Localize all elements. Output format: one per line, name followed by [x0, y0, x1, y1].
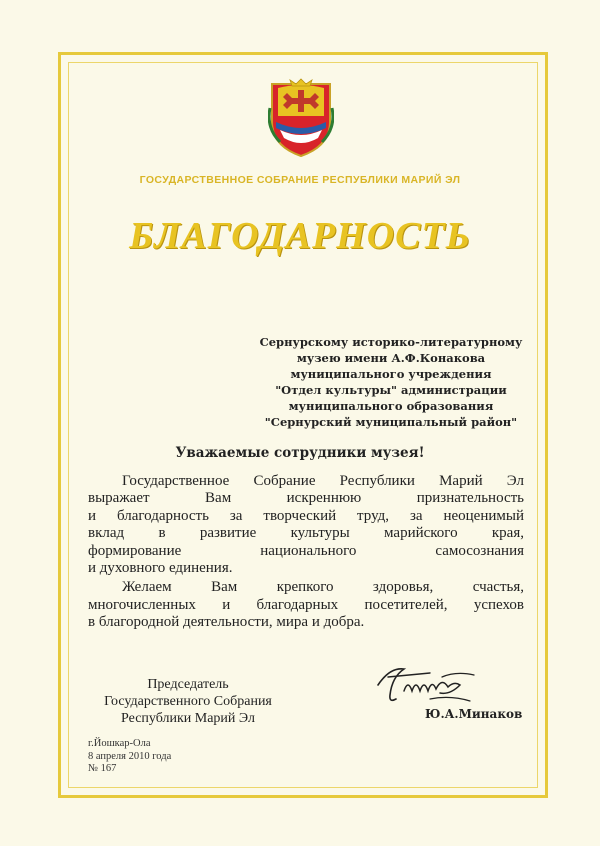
body-line: и благодарность за творческий труд, за неоценимый [88, 507, 524, 524]
body-paragraph [88, 579, 524, 631]
addressee-line: муниципального учреждения [290, 367, 492, 381]
footer-number: № 167 [88, 763, 117, 774]
footer-city: г.Йошкар-Ола [88, 738, 151, 749]
addressee-line: Сернурскому историко-литературному [259, 335, 523, 349]
letter-body [88, 473, 524, 634]
body-line: в благородной деятельности, мира и добра. [88, 614, 365, 631]
document-footer [88, 738, 171, 776]
position-line: Республики Марий Эл [121, 711, 255, 726]
footer-date: 8 апреля 2010 года [88, 750, 172, 762]
organization-name: ГОСУДАРСТВЕННОЕ СОБРАНИЕ РЕСПУБЛИКИ МАРИЙ ЭЛ [139, 174, 461, 186]
body-line: выражает Вам искреннюю признательность [88, 490, 524, 507]
addressee-line: "Сернурский муниципальный район" [264, 415, 518, 429]
addressee-line: "Отдел культуры" администрации [275, 383, 507, 397]
addressee-line: музею имени А.Ф.Конакова [296, 351, 486, 365]
greeting: Уважаемые сотрудники музея! [175, 445, 425, 461]
position-line: Государственного Собрания [104, 694, 272, 709]
body-line: формирование национального самосознания [88, 542, 524, 559]
position-line: Председатель [147, 677, 229, 692]
signer-position [88, 676, 288, 727]
body-line: и духовного единения. [88, 560, 233, 577]
signer-name: Ю.А.Минаков [425, 707, 523, 721]
body-line: многочисленных и благодарных посетителей, успехов [88, 596, 524, 613]
document-title: БЛАГОДАРНОСТЬ [129, 215, 471, 257]
body-paragraph [88, 473, 524, 577]
body-line: Государственное Собрание Республики Марий Эл [122, 473, 524, 489]
body-line: Желаем Вам крепкого здоровья, счастья, [122, 579, 524, 596]
handwritten-signature [370, 655, 480, 710]
addressee-line: муниципального образования [288, 399, 494, 413]
coat-of-arms-icon [268, 78, 334, 158]
body-line: вклад в развитие культуры марийского края, [88, 525, 524, 542]
addressee-block [248, 334, 534, 430]
